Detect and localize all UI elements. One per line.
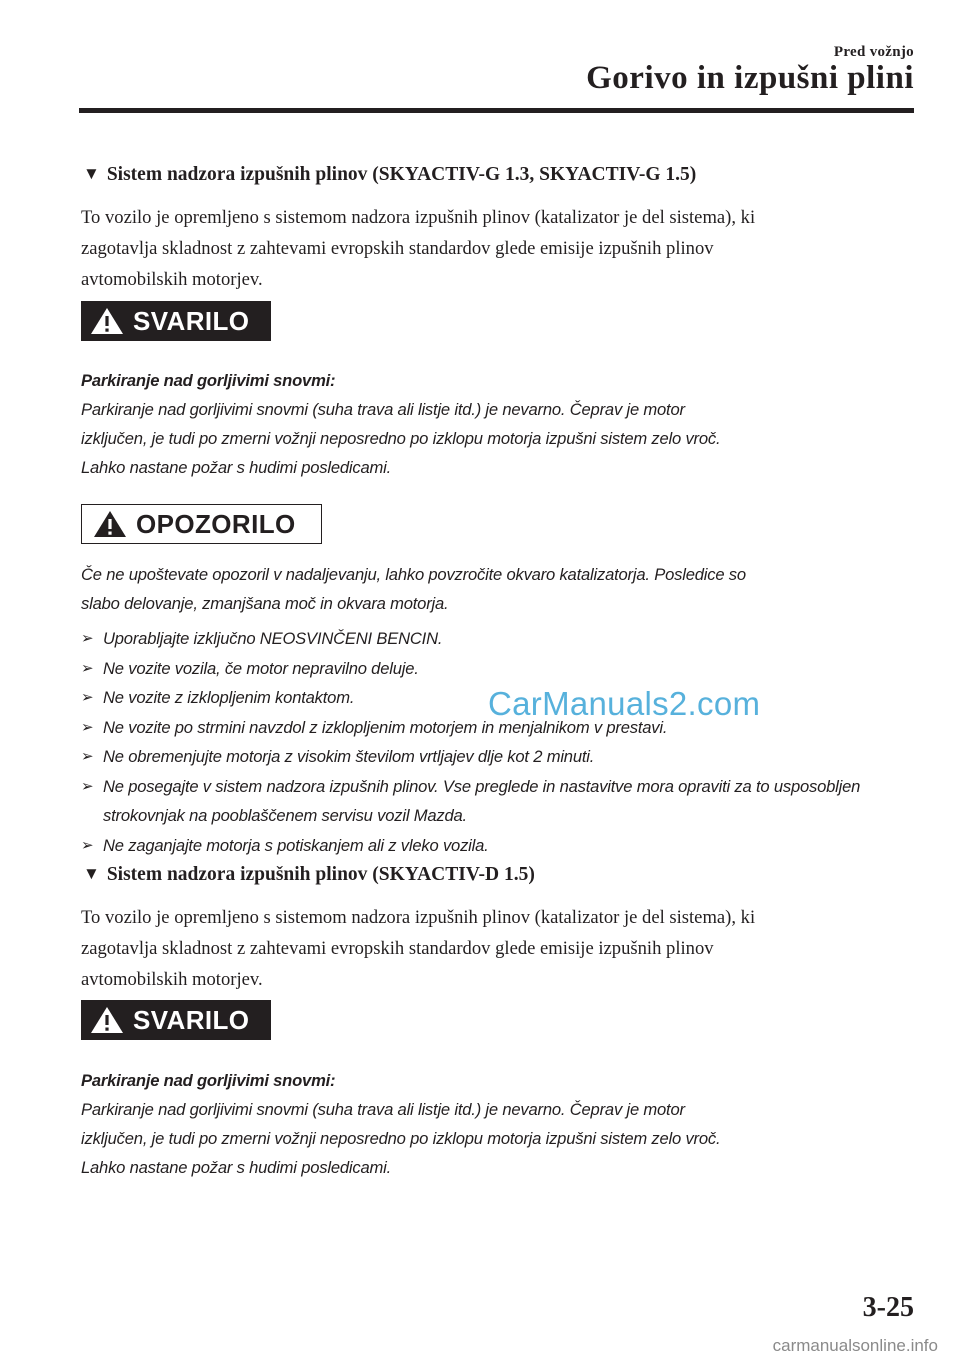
list-item: ➢ Uporabljajte izključno NEOSVINČENI BENCIN. (81, 624, 916, 654)
arrow-bullet-icon: ➢ (81, 630, 94, 647)
footer-watermark: carmanualsonline.info (772, 1336, 938, 1355)
list-item: ➢ Ne vozite vozila, če motor nepravilno deluje. (81, 654, 916, 684)
arrow-bullet-icon: ➢ (81, 748, 94, 765)
arrow-bullet-icon: ➢ (81, 659, 94, 677)
section-2-paragraph: To vozilo je opremljeno s sistemom nadzora izpušnih plinov (katalizator je del sistema), ki zagotavlja skladnost z zahtevami evropskih standardov glede emisije izpušnih plinov avtomobilskih motorjev. (81, 907, 756, 990)
danger-badge: SVARILO (81, 301, 271, 341)
caution-bullet-list (81, 624, 916, 860)
warning-triangle-icon (92, 509, 128, 539)
page-number: 3-25 (862, 1292, 914, 1323)
section-1-heading: ▼ Sistem nadzora izpušnih plinov (SKYACTIV-G 1.3, SKYACTIV-G 1.5) (83, 164, 697, 185)
arrow-bullet-icon: ➢ (81, 718, 94, 736)
list-item: ➢ Ne zaganjajte motorja s potiskanjem ali z vleko vozila. (81, 831, 916, 861)
list-item: ➢ Ne vozite z izklopljenim kontaktom. (81, 683, 916, 713)
arrow-bullet-icon: ➢ (81, 836, 94, 854)
arrow-bullet-icon: ➢ (81, 689, 94, 706)
arrow-bullet-icon: ➢ (81, 777, 94, 795)
list-item: ➢ Ne posegajte v sistem nadzora izpušnih plinov. Vse preglede in nastavitve mora opraviti za to usposobljen strokovnjak na pooblaščenem servisu vozil Mazda. (81, 772, 916, 831)
header-chapter: Pred vožnjo (833, 44, 914, 60)
watermark: CarManuals2.com (488, 685, 761, 722)
list-item: ➢ Ne vozite po strmini navzdol z izklopljenim motorjem in menjalnikom v prestavi. (81, 713, 916, 743)
section-2-heading: ▼ Sistem nadzora izpušnih plinov (SKYACTIV-D 1.5) (83, 864, 535, 885)
triangle-down-icon: ▼ (83, 164, 100, 183)
warning-triangle-icon (89, 1005, 125, 1035)
danger-badge: SVARILO (81, 1000, 271, 1040)
header-section-title: Gorivo in izpušni plini (586, 60, 914, 96)
warning-triangle-icon (89, 306, 125, 336)
header-rule (79, 108, 914, 113)
list-item: ➢ Ne obremenjujte motorja z visokim številom vrtljajev dlje kot 2 minuti. (81, 742, 916, 772)
section-1-paragraph: To vozilo je opremljeno s sistemom nadzora izpušnih plinov (katalizator je del sistema), ki zagotavlja skladnost z zahtevami evropskih standardov glede emisije izpušnih plinov avtomobilskih motorjev. (81, 207, 756, 290)
triangle-down-icon: ▼ (83, 864, 100, 883)
caution-badge: OPOZORILO (81, 504, 322, 544)
